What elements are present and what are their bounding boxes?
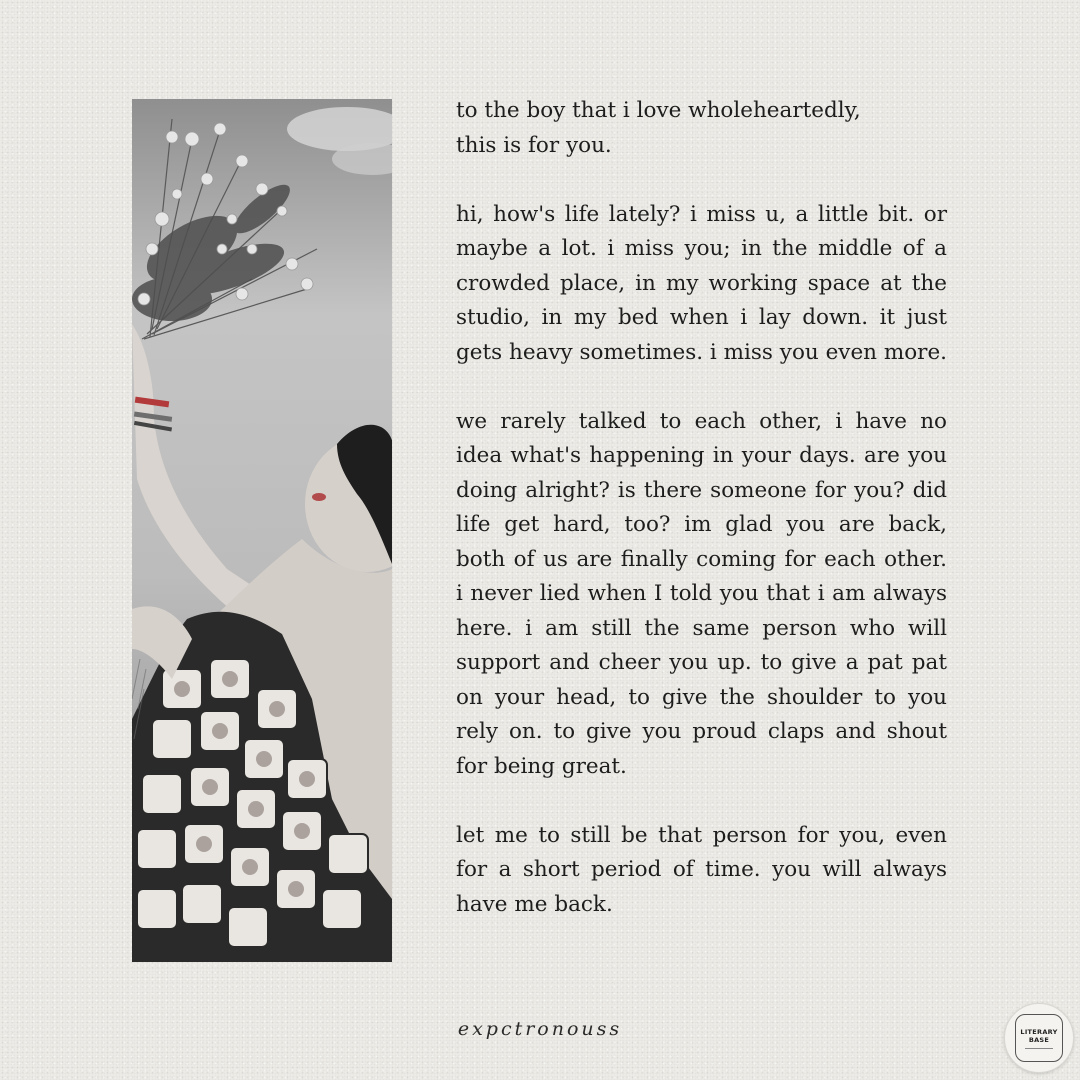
letter-paragraph: we rarely talked to each other, i have no idea what's happening in your days. are you doing alright? is there someone for you? did life get hard, too? im glad you are back, both of us are finally coming for each other. i never lied when I told you that i am always here. i am still the same person who will support and cheer you up. to give a pat pat on your head, to give the shoulder to you rely on. to give you proud claps and shout for being great. — [456, 408, 947, 779]
photo-illustration — [132, 99, 392, 962]
letter-paragraph: let me to still be that person for you, even for a short period of time. you will always have me back. — [456, 822, 947, 917]
greeting-line: to the boy that i love wholeheartedly, — [456, 98, 861, 123]
signature: expctronouss — [457, 1018, 623, 1040]
photo-panel — [132, 99, 392, 962]
letter-text — [456, 94, 947, 922]
logo-text: LITERARY — [1020, 1027, 1058, 1036]
logo-divider — [1025, 1048, 1053, 1049]
logo-frame — [1015, 1014, 1063, 1062]
greeting — [456, 94, 947, 163]
literary-base-logo — [1004, 1003, 1074, 1073]
greeting-line: this is for you. — [456, 132, 612, 158]
letter-paragraph: hi, how's life lately? i miss u, a little bit. or maybe a lot. i miss you; in the middle of a crowded place, in my working space at the studio, in my bed when i lay down. it just gets heavy sometimes. i miss you even more. — [456, 201, 948, 365]
logo-text: BASE — [1028, 1035, 1050, 1044]
